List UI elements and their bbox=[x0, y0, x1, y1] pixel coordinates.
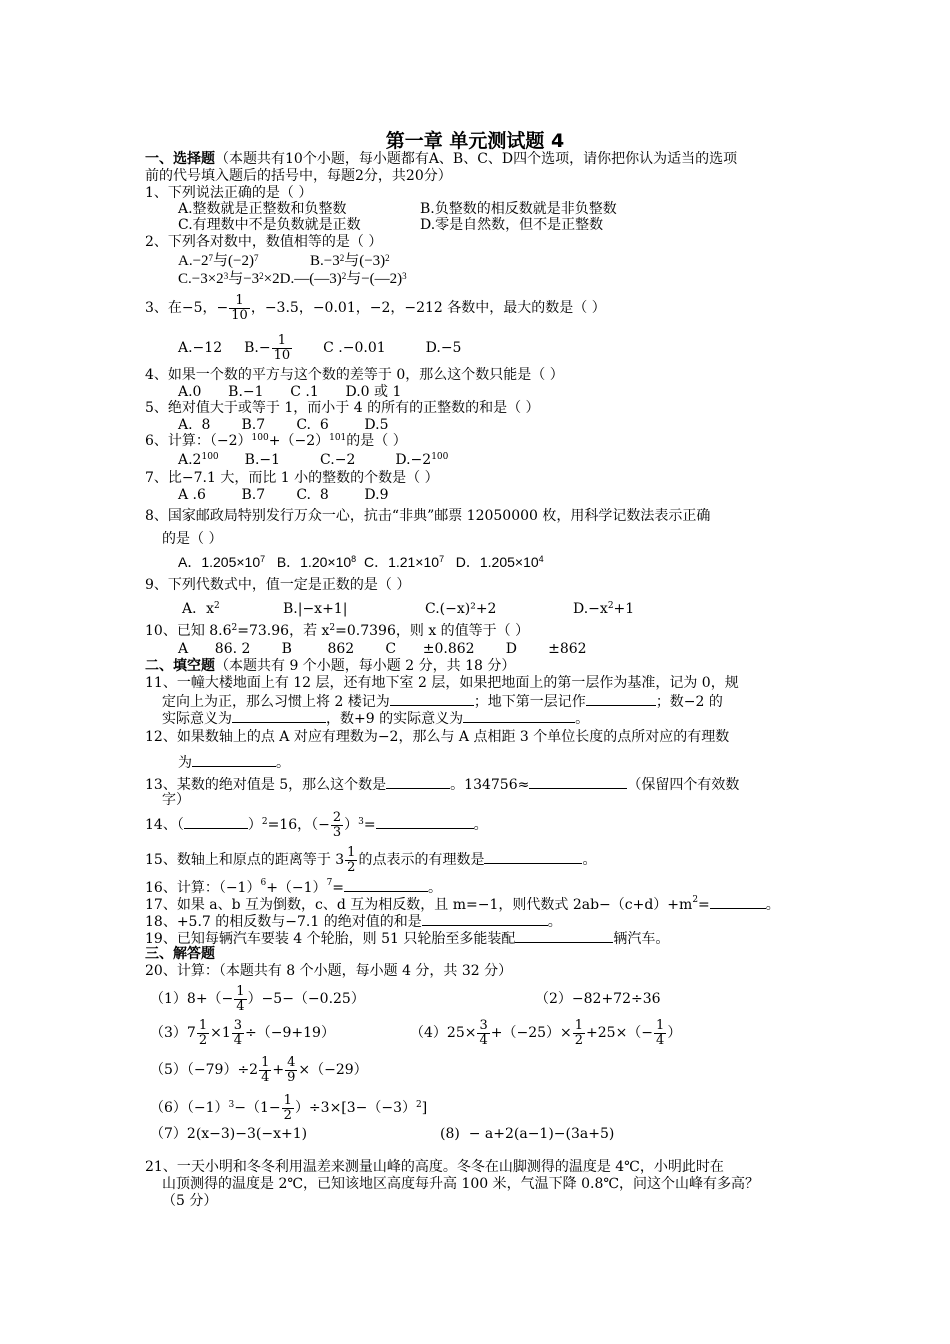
q20-part-8: (8) − a+2(a−1)−(3a+5) bbox=[440, 1126, 615, 1142]
q2-stem: 2、下列各对数中，数值相等的是（ ） bbox=[145, 234, 383, 250]
q8-stem-cont: 的是（ ） bbox=[162, 531, 223, 547]
q11-blank-1 bbox=[390, 691, 474, 706]
q13-blank-2 bbox=[529, 774, 627, 789]
q6-options: $A.2^{100}$ B.−1 C.−2 $D.-2^{100}$ bbox=[178, 452, 449, 468]
q11-blank-2 bbox=[586, 691, 656, 706]
q9-option-d: $D.-x^2+1$ bbox=[573, 601, 635, 617]
section-3-heading: 三、解答题 bbox=[145, 946, 215, 962]
q10-stem: 10、已知 $8.6^2=73.96$，若 $x^2=0.7396$，则 x 的值等于（ ） bbox=[145, 623, 530, 639]
q20-part-2: （2）−82+72÷36 bbox=[535, 991, 661, 1007]
q2-options-ab: $A.-2^7$与$(-2)^7$ $B.-3^2$与$(-3)^2$ bbox=[178, 253, 390, 269]
q20-stem: 20、计算：（本题共有 8 个小题，每小题 4 分，共 32 分） bbox=[145, 963, 513, 979]
q1-option-a: A.整数就是正整数和负整数 bbox=[178, 201, 347, 217]
q11-line-3: 实际意义为 ，数+9 的实际意义为 。 bbox=[162, 708, 589, 728]
q4-options: A.0 B.−1 C .1 D.0 或 1 bbox=[178, 384, 402, 400]
q18-line: 18、+5.7 的相反数与−7.1 的绝对值的和是 。 bbox=[145, 911, 562, 931]
q3-stem: 3、在−5，− $\frac{1}{10}$ ，−3.5，−0.01，−2，−212 各数中，最大的数是（ ） bbox=[145, 292, 606, 323]
q13-blank-1 bbox=[386, 774, 450, 789]
q21-line-2: 山顶测得的温度是 2℃，已知该地区高度每升高 100 米，气温下降 0.8℃，问这个山峰有多高？ bbox=[162, 1176, 760, 1192]
section-1-heading: 一、选择题 bbox=[145, 151, 215, 167]
page-title: 第一章 单元测试题 4 bbox=[385, 130, 565, 152]
q13-line-1: 13、某数的绝对值是 5，那么这个数是 。134756≈ （保留四个有效数 bbox=[145, 774, 739, 794]
section-1-intro-cont: 前的代号填入题后的括号中，每题2分，共20分） bbox=[145, 168, 452, 184]
q13-line-2: 字） bbox=[162, 792, 190, 808]
q20-part-5: （5）（−79）÷2 $\frac{1}{4}$ + $\frac{4}{9}$ ×（−29） bbox=[150, 1054, 368, 1085]
q21-line-3: （5 分） bbox=[162, 1193, 218, 1209]
section-2-intro: 二、填空题（本题共有 9 个小题，每小题 2 分，共 18 分） bbox=[145, 658, 516, 674]
q19-blank bbox=[515, 928, 613, 943]
q16-blank bbox=[344, 877, 428, 892]
q16-line: 16、计算：$(-1)^6+(-1)^7=$ 。 bbox=[145, 878, 443, 896]
q3-fraction: $\frac{1}{10}$ bbox=[231, 292, 248, 323]
q19-line: 19、已知每辆汽车要装 4 个轮胎，则 51 只轮胎至多能装配 辆汽车。 bbox=[145, 928, 669, 948]
q11-line-1: 11、一幢大楼地面上有 12 层，还有地下室 2 层，如果把地面上的第一层作为基准，记为 0，规 bbox=[145, 675, 739, 691]
q11-blank-3 bbox=[232, 708, 326, 723]
q14-line: 14、（ ）$^2$=16，（− $\frac{2}{3}$ ）$^3$= 。 bbox=[145, 809, 488, 840]
q1-option-c: C.有理数中不是负数就是正数 bbox=[178, 217, 361, 233]
q9-stem: 9、下列代数式中，值一定是正数的是（ ） bbox=[145, 577, 411, 593]
q5-stem: 5、绝对值大于或等于 1，而小于 4 的所有的正整数的和是（ ） bbox=[145, 400, 540, 416]
q9-option-b: B.|−x+1| bbox=[283, 601, 348, 617]
q10-options: A 86. 2 B 862 C ±0.862 D ±862 bbox=[178, 641, 587, 657]
q20-part-4: （4）25× $\frac{3}{4}$ +（−25）× $\frac{1}{2}$ +25×（− $\frac{1}{4}$ ） bbox=[410, 1017, 682, 1048]
q17-blank bbox=[710, 894, 766, 909]
q1-option-b: B.负整数的相反数就是非负整数 bbox=[420, 201, 617, 217]
q18-blank bbox=[422, 911, 548, 926]
q17-line: 17、如果 a、b 互为倒数，c、d 互为相反数，且 m=−1，则代数式 $2ab-(c+d)+m^2=$ 。 bbox=[145, 895, 780, 913]
q3-options: A.−12 B.− $\frac{1}{10}$ C .−0.01 D.−5 bbox=[178, 332, 462, 363]
section-2-heading: 二、填空题 bbox=[145, 658, 215, 674]
q15-line: 15、数轴上和原点的距离等于 3 $\frac{1}{2}$ 的点表示的有理数是 。 bbox=[145, 844, 597, 875]
q8-options: A．$1.205\times 10^7$ B．$1.20\times 10^8$ C．$1.21\times 10^7$ D．$1.205\times 10^4$ bbox=[178, 554, 544, 570]
q5-options: A. 8 B.7 C. 6 D.5 bbox=[178, 417, 389, 433]
q9-option-a: A．$x^2$ bbox=[182, 601, 220, 617]
q6-stem: 6、计算：$(-2)^{100}+(-2)^{101}$的是（ ） bbox=[145, 433, 407, 449]
q21-line-1: 21、一天小明和冬冬利用温差来测量山峰的高度。冬冬在山脚测得的温度是 4℃，小明此时在 bbox=[145, 1159, 724, 1175]
q12-line-2: 为 。 bbox=[178, 752, 290, 772]
q20-part-7: （7）2(x−3)−3(−x+1) bbox=[150, 1126, 308, 1142]
q20-part-3: （3）7 $\frac{1}{2}$ ×1 $\frac{3}{4}$ ÷（−9+19） bbox=[150, 1017, 335, 1048]
section-1-intro: 一、选择题（本题共有10个小题，每小题都有A、B、C、D四个选项，请你把你认为适当的选项 bbox=[145, 151, 738, 167]
q7-options: A .6 B.7 C. 8 D.9 bbox=[178, 487, 389, 503]
q9-option-c: C.(−x)²+2 bbox=[425, 601, 497, 617]
q12-blank bbox=[192, 752, 276, 767]
q1-stem: 1、下列说法正确的是（ ） bbox=[145, 185, 313, 201]
q7-stem: 7、比−7.1 大，而比 1 小的整数的个数是（ ） bbox=[145, 470, 439, 486]
q20-part-6: $(6)(-1)^3-(1-$ $\frac{1}{2}$ ）$\div 3\times[3-(-3)^2]$ bbox=[150, 1092, 428, 1123]
q11-line-2: 定向上为正，那么习惯上将 2 楼记为 ；地下第一层记作 ；数−2 的 bbox=[162, 691, 723, 711]
q8-stem: 8、国家邮政局特别发行万众一心，抗击“非典”邮票 12050000 枚，用科学记数法表示正确 bbox=[145, 508, 711, 524]
q12-line-1: 12、如果数轴上的点 A 对应有理数为−2，那么与 A 点相距 3 个单位长度的点所对应的有理数 bbox=[145, 729, 730, 745]
q20-part-1: （1）8+（− $\frac{1}{4}$ ）−5−（−0.25） bbox=[150, 983, 365, 1014]
q11-blank-4 bbox=[463, 708, 575, 723]
q15-blank bbox=[484, 849, 582, 864]
q4-stem: 4、如果一个数的平方与这个数的差等于 0，那么这个数只能是（ ） bbox=[145, 367, 564, 383]
q2-options-cd: $C.-3\times 2^3$与$-3^2\times 2D.—(—3)^2$与−(—2)$^3$ bbox=[178, 271, 407, 287]
q14-blank-1 bbox=[184, 814, 248, 829]
q1-option-d: D.零是自然数，但不是正整数 bbox=[420, 217, 604, 233]
q14-blank-2 bbox=[376, 814, 474, 829]
